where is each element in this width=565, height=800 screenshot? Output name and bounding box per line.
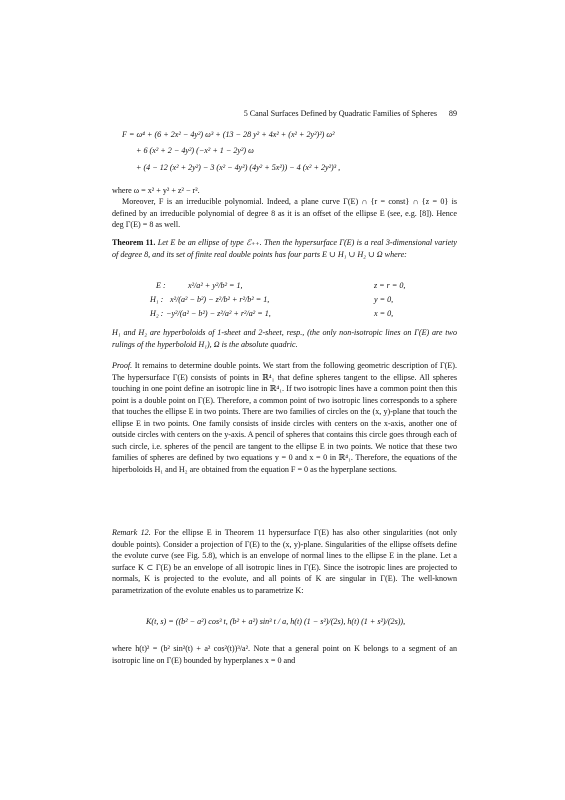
system-E-cond: z = r = 0, [374,281,406,290]
equation-K-line: K(t, s) = ((b² − a²) cos³ t, (b² + a²) sin³ t / a, h(t) (1 − s²)/(2s), h(t) (1 + s²)/(2s)), [146,617,406,626]
system-H2-eq: −y²/(a² − b²) − z²/a² + r²/a² = 1, [166,309,271,318]
system-E-eq: x²/a² + y²/b² = 1, [188,281,243,290]
where-omega: where ω = x² + y² + z² − r². [112,186,200,195]
equation-F-line2: + 6 (x² + 2 − 4y²) (−x² + 1 − 2y²) ω [136,146,254,155]
remark-body: For the ellipse E in Theorem 11 hypersurface Γ(E) has also other singularities (not only double points). Consider a projection of Γ(E) to the (x, y)-plane. Singularities of the ellipse offsets define the evolute curve (see Fig. 5.8), which is an envelope of normal lines to the ellipse E in the plane. Let a surface K ⊂ Γ(E) be an envelope of all isotropic lines in Γ(E). Since the isotropic lines are projected to normals, K is projected to the evolute, and all points of K are singular in Γ(E). The well-known parametrization of the evolute enables us to parametrize K: [112,528,457,595]
system-H1-cond: y = 0, [374,295,394,304]
theorem-systems [150,280,460,326]
proof-head: Proof. [112,361,133,370]
remark-head: Remark 12. [112,528,151,537]
running-title: 5 Canal Surfaces Defined by Quadratic Families of Spheres [243,109,437,118]
closing-paragraph: where h(t)² = (b² sin²(t) + a² cos²(t))³/a². Note that a general point on K belongs to a segment of an isotropic line on Γ(E) bounded by hyperplanes x = 0 and [112,644,457,665]
theorem-11 [112,237,457,260]
running-header [112,108,457,120]
proof [112,360,457,475]
theorem-head: Theorem 11. [112,238,156,247]
system-E-name: E : [156,281,166,290]
remark-12 [112,527,457,596]
equation-F-line1: F = ω⁴ + (6 + 2x² − 4y²) ω³ + (13 − 28 y² + 4x² + (x² + 2y²)²) ω² [122,130,335,139]
proof-body: It remains to determine double points. We start from the following geometric description of Γ(E). The hypersurface Γ(E) consists of points in ℝ⁴₁ that define spheres tangent to the ellipse. All spheres touching in one point define an isotropic line in ℝ⁴₁. If two isotropic lines have a common point then this point is a double point on Γ(E). Therefore, a common point of two isotropic lines corresponds to a sphere that touches the ellipse E in two points. There are two families of circles on the (x, y)-plane that touch the ellipse E in two points. One family consists of inside circles with centers on the x-axis, another one of outside circles with centers on the y-axis. A pencil of spheres that contains this circle goes through each of such circle, i.e. spheres of the pencil are tangent to the ellipse E in two points. We notice that these two families of spheres are defined by two equations y = 0 and x = 0 in ℝ⁴₁. Therefore, the equations of the hiperboloids H₁ and H₂ are obtained from the equation F = 0 as the hyperplane sections. [112,361,457,474]
system-H2-cond: x = 0, [374,309,394,318]
theorem-body: Let E be an ellipse of type ℰ₊₊. Then the hypersurface Γ(E) is a real 3-dimensional variety of degree 8, and its set of finite real double points has four parts E ∪ H₁ ∪ H₂ ∪ Ω where: [112,238,458,259]
equation-F-line3: + (4 − 12 (x² + 2y²) − 3 (x² − 4y²) (4y² + 5x²)) − 4 (x² + 2y²)³ , [136,163,341,172]
theorem-after: H₁ and H₂ are hyperboloids of 1-sheet and 2-sheet, resp., (the only non-isotropic lines on Γ(E) are two rulings of the hyperboloid H₁), Ω is the absolute quadric. [112,328,457,349]
page-number: 89 [448,109,457,118]
system-H1-eq: x²/(a² − b²) − z²/b² + r²/b² = 1, [170,295,270,304]
paragraph-irreducible: Moreover, F is an irreducible polynomial. Indeed, a plane curve Γ(E) ∩ {r = const} ∩ {z = 0} is defined by an irreducible polynomial of degree 8 as it is an offset of the ellipse E (see, e.g. [8]). Hence deg Γ(E) = 8 as well. [112,197,457,229]
system-H2-name: H₂ : [150,309,164,318]
system-H1-name: H₁ : [150,295,164,304]
